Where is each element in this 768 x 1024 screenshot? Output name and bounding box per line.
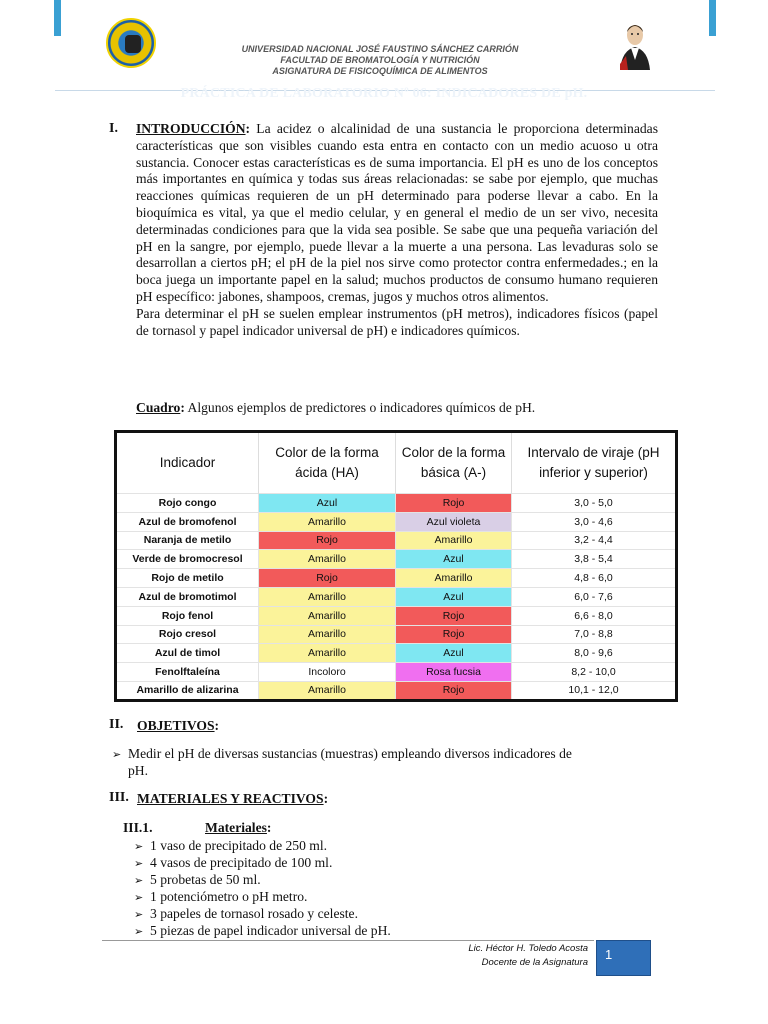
arrow-bullet-icon: ➢ <box>134 892 144 904</box>
acid-color-cell: Rojo <box>259 531 396 550</box>
section-number-materials: III. <box>109 790 129 805</box>
objectives-heading-line <box>137 717 219 734</box>
introduction-section <box>136 121 658 339</box>
course-name: ASIGNATURA DE FISICOQUÍMICA DE ALIMENTOS <box>272 66 488 76</box>
arrow-bullet-icon: ➢ <box>134 875 144 887</box>
materials-colon: : <box>323 791 329 806</box>
ph-range-cell: 8,2 - 10,0 <box>512 663 677 682</box>
indicator-name-cell: Rojo fenol <box>116 606 259 625</box>
indicator-name-cell: Azul de bromotimol <box>116 587 259 606</box>
column-header-base-color: Color de la forma básica (A-) <box>396 432 512 494</box>
indicator-name-cell: Rojo cresol <box>116 625 259 644</box>
objective-text: Medir el pH de diversas sustancias (muestras) empleando diversos indicadores de <box>128 746 572 761</box>
ph-indicator-table <box>114 430 678 702</box>
base-color-cell: Rosa fucsia <box>396 663 512 682</box>
arrow-bullet-icon: ➢ <box>134 858 144 870</box>
objective-item <box>112 745 652 764</box>
base-color-cell: Azul violeta <box>396 512 512 531</box>
base-color-cell: Rojo <box>396 494 512 513</box>
faculty-name: FACULTAD DE BROMATOLOGÍA Y NUTRICIÓN <box>280 55 480 65</box>
objective-text-cont: pH. <box>128 763 149 778</box>
indicator-name-cell: Rojo congo <box>116 494 259 513</box>
acid-color-cell: Amarillo <box>259 625 396 644</box>
ph-range-cell: 6,6 - 8,0 <box>512 606 677 625</box>
indicator-name-cell: Rojo de metilo <box>116 569 259 588</box>
acid-color-cell: Azul <box>259 494 396 513</box>
table-row <box>116 550 677 569</box>
subsection-heading: Materiales <box>205 820 267 835</box>
footer-divider <box>102 940 594 941</box>
page-number: 1 <box>605 947 613 962</box>
acid-color-cell: Amarillo <box>259 606 396 625</box>
university-name: UNIVERSIDAD NACIONAL JOSÉ FAUSTINO SÁNCHEZ CARRIÓN <box>241 44 519 54</box>
acid-color-cell: Amarillo <box>259 550 396 569</box>
arrow-bullet-icon: ➢ <box>134 926 144 938</box>
table-row <box>116 587 677 606</box>
section-number-intro: I. <box>109 121 118 136</box>
material-text: 5 piezas de papel indicador universal de pH. <box>150 923 391 938</box>
acid-color-cell: Amarillo <box>259 644 396 663</box>
indicator-name-cell: Fenolftaleína <box>116 663 259 682</box>
ph-range-cell: 4,8 - 6,0 <box>512 569 677 588</box>
material-text: 4 vasos de precipitado de 100 ml. <box>150 855 333 870</box>
column-header-indicator: Indicador <box>116 432 259 494</box>
caption-text: Algunos ejemplos de predictores o indicadores químicos de pH. <box>184 400 536 415</box>
ph-range-cell: 10,1 - 12,0 <box>512 681 677 700</box>
indicator-name-cell: Azul de timol <box>116 644 259 663</box>
intro-heading: INTRODUCCIÓN <box>136 121 246 136</box>
subsection-number: III.1. <box>123 820 153 835</box>
indicator-name-cell: Verde de bromocresol <box>116 550 259 569</box>
intro-paragraph-2: Para determinar el pH se suelen emplear instrumentos (pH metros), indicadores físicos (papel de tornasol y papel indicador universal de pH) e indicadores químicos. <box>136 305 658 338</box>
table-row <box>116 531 677 550</box>
seal-emblem <box>125 35 141 53</box>
page-number-box <box>596 940 651 976</box>
materials-heading-line <box>137 790 328 807</box>
base-color-cell: Azul <box>396 550 512 569</box>
indicator-name-cell: Amarillo de alizarina <box>116 681 259 700</box>
table-caption <box>136 400 535 416</box>
subsection-colon: : <box>266 820 272 835</box>
footer-author: Lic. Héctor H. Toledo Acosta <box>468 943 588 954</box>
section-number-objectives: II. <box>109 717 124 732</box>
base-color-cell: Rojo <box>396 606 512 625</box>
material-text: 1 vaso de precipitado de 250 ml. <box>150 838 328 853</box>
acid-color-cell: Amarillo <box>259 512 396 531</box>
material-text: 3 papeles de tornasol rosado y celeste. <box>150 906 358 921</box>
ph-range-cell: 3,8 - 5,4 <box>512 550 677 569</box>
column-header-acid-color: Color de la forma ácida (HA) <box>259 432 396 494</box>
base-color-cell: Azul <box>396 587 512 606</box>
objectives-colon: : <box>214 718 220 733</box>
ph-range-cell: 3,2 - 4,4 <box>512 531 677 550</box>
practice-title: PRÁCTICA DE LABORATORIO Nº 06: INDICADORES DE pH. <box>180 86 588 101</box>
acid-color-cell: Rojo <box>259 569 396 588</box>
arrow-bullet-icon: ➢ <box>112 749 122 761</box>
base-color-cell: Azul <box>396 644 512 663</box>
table-row <box>116 512 677 531</box>
top-left-accent-bar <box>54 0 61 36</box>
base-color-cell: Rojo <box>396 681 512 700</box>
acid-color-cell: Incoloro <box>259 663 396 682</box>
ph-range-cell: 8,0 - 9,6 <box>512 644 677 663</box>
materials-heading: MATERIALES Y REACTIVOS <box>137 791 324 806</box>
footer-role: Docente de la Asignatura <box>481 957 588 968</box>
material-item <box>134 922 391 941</box>
founder-portrait <box>618 20 652 70</box>
table-row <box>116 663 677 682</box>
ph-range-cell: 3,0 - 4,6 <box>512 512 677 531</box>
university-seal-logo <box>106 18 156 68</box>
material-text: 1 potenciómetro o pH metro. <box>150 889 308 904</box>
acid-color-cell: Amarillo <box>259 587 396 606</box>
table-row <box>116 606 677 625</box>
indicator-name-cell: Naranja de metilo <box>116 531 259 550</box>
indicator-name-cell: Azul de bromofenol <box>116 512 259 531</box>
arrow-bullet-icon: ➢ <box>134 841 144 853</box>
acid-color-cell: Amarillo <box>259 681 396 700</box>
base-color-cell: Amarillo <box>396 569 512 588</box>
caption-colon: : <box>180 400 185 415</box>
top-right-accent-bar <box>709 0 716 36</box>
ph-range-cell: 7,0 - 8,8 <box>512 625 677 644</box>
column-header-range: Intervalo de viraje (pH inferior y superior) <box>512 432 677 494</box>
caption-label: Cuadro <box>136 400 181 415</box>
table-row <box>116 644 677 663</box>
footer-signature <box>420 942 588 970</box>
ph-range-cell: 6,0 - 7,6 <box>512 587 677 606</box>
objectives-heading: OBJETIVOS <box>137 718 215 733</box>
intro-heading-colon: : <box>245 121 251 136</box>
material-text: 5 probetas de 50 ml. <box>150 872 261 887</box>
table-body <box>116 494 677 701</box>
table-row <box>116 569 677 588</box>
subsection-heading-line <box>205 819 271 836</box>
arrow-bullet-icon: ➢ <box>134 909 144 921</box>
table-row <box>116 681 677 700</box>
university-header <box>180 44 580 77</box>
table-row <box>116 625 677 644</box>
base-color-cell: Rojo <box>396 625 512 644</box>
ph-range-cell: 3,0 - 5,0 <box>512 494 677 513</box>
base-color-cell: Amarillo <box>396 531 512 550</box>
table-row <box>116 494 677 513</box>
intro-paragraph-1: La acidez o alcalinidad de una sustancia le proporciona determinadas características que son visibles cuando esta entra en contacto con un medio acuoso u otra sustancia. Conocer estas características es de suma importancia. El pH es uno de los conceptos más importantes en química y todas sus áreas relacionadas: se sabe por ejemplo, que muchas reacciones químicas requieren de un pH determinado para poderse llevar a cabo. En la bioquímica es vital, ya que el medio celular, y en general el medio de un ser vivo, necesita determinadas condiciones para que la vida sea posible. Se sabe que una pequeña variación del pH en la sangre, por ejemplo, puede llevar a la muerte a una persona. Las levaduras solo se desarrollan a ciertos pH; el pH de la piel nos sirve como protector contra enfermedades.; en la boca juega un importante papel en la salud; muchos productos de consumo humano requieren pH específico: jabones, shampoos, cremas, jugos y muchos otros alimentos. <box>136 121 658 304</box>
